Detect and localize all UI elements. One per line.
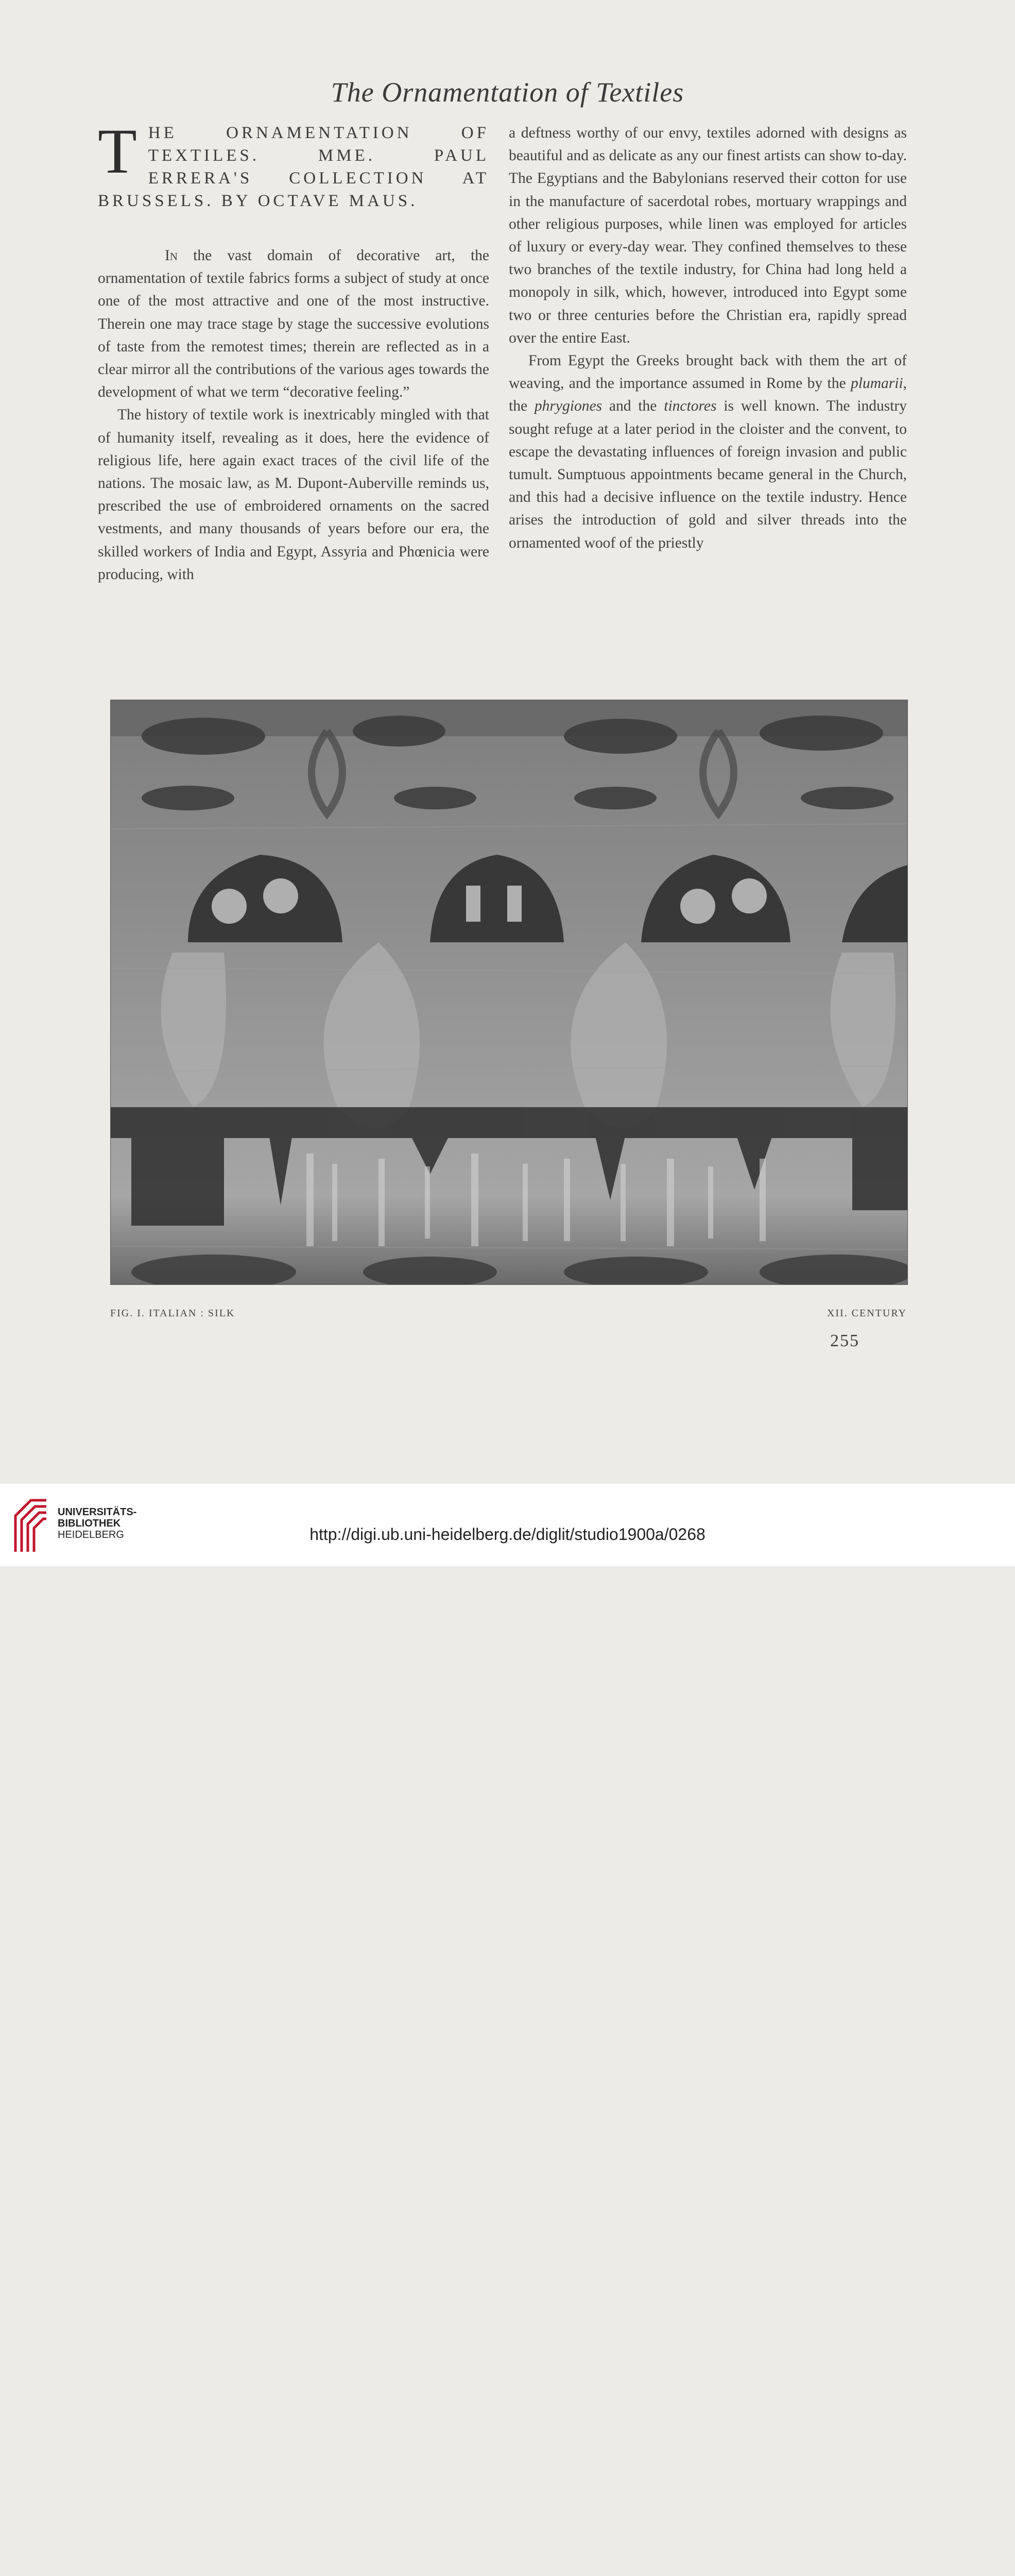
paragraph-1 [98, 244, 489, 403]
paragraph-4 [509, 349, 907, 554]
library-name-line-1: UNIVERSITÄTS- [58, 1506, 137, 1518]
page-number: 255 [830, 1331, 859, 1350]
figure-caption-right: XII. CENTURY [827, 1308, 907, 1319]
paragraph-1-text: the vast domain of decorative art, the ornamentation of textile fabrics forms a subject of study at once one of the most attractive and one of the most instructive. Therein one may trace stage by stage the successive evolutions of taste from the remotest times; therein are reflected as in a clear mirror all the contributions of the various ages towards the development of what we term “decorative feeling.” [98, 247, 489, 401]
paragraph-4-text-b: , the [509, 375, 907, 415]
figure-caption-left: FIG. I. ITALIAN : SILK [110, 1308, 235, 1319]
term-plumarii: plumarii [851, 375, 903, 392]
paragraph-4-text-a: From Egypt the Greeks brought back with them the art of weaving, and the importance assumed in Rome by the [509, 352, 907, 392]
left-column [98, 116, 489, 586]
heading-text: HE ORNAMENTATION OF TEXTILES. MME. PAUL ERRERA'S COLLECTION AT BRUSSELS. BY OCTAVE MAUS. [98, 124, 489, 210]
paragraph-4-text-c: and the [602, 398, 664, 415]
paragraph-1-lead: In [165, 247, 178, 264]
term-tinctores: tinctores [664, 398, 717, 415]
term-phrygiones: phrygiones [534, 398, 603, 415]
running-title: The Ornamentation of Textiles [331, 77, 684, 108]
textile-pattern-illustration [111, 700, 907, 1284]
paragraph-4-text-d: is well known. The industry sought refuge at a later period in the cloister and the convent, to escape the devastating influences of foreign invasion and public tumult. Sumptuous appointments became general in the Church, and this had a decisive influence on the textile industry. Hence arises the introduction of gold and silver threads into the ornamented woof of the priestly [509, 398, 907, 551]
article-heading [98, 116, 489, 212]
paragraph-3: a deftness worthy of our envy, textiles adorned with designs as beautiful and as delicate as any our finest artists can show to-day. The Egyptians and the Babylonians reserved their cotton for use in the manufacture of sacerdotal robes, mortuary wrappings and other religious purposes, while linen was employed for articles of luxury or every-day wear. They confined themselves to these two branches of the textile industry, for China had long held a monopoly in silk, which, however, introduced into Egypt some two or three centuries before the Christian era, rapidly spread over the entire East. [509, 125, 907, 346]
source-url-link[interactable]: http://digi.ub.uni-heidelberg.de/diglit/studio1900a/0268 [309, 1525, 706, 1544]
library-name-line-3: HEIDELBERG [58, 1529, 124, 1540]
paragraph-2: The history of textile work is inextricably mingled with that of humanity itself, revealing as it does, here the evidence of religious life, here again exact traces of the civil life of the nations. The mosaic law, as M. Dupont-Auberville reminds us, prescribed the use of embroidered ornaments on the sacred vestments, and many thousands of years before our era, the skilled workers of India and Egypt, Assyria and Phœnicia were producing, with [98, 406, 489, 583]
drop-cap: T [98, 116, 140, 187]
right-column [509, 122, 907, 554]
library-name-line-2: BIBLIOTHEK [58, 1518, 121, 1529]
silk-textile-photograph [110, 700, 908, 1285]
